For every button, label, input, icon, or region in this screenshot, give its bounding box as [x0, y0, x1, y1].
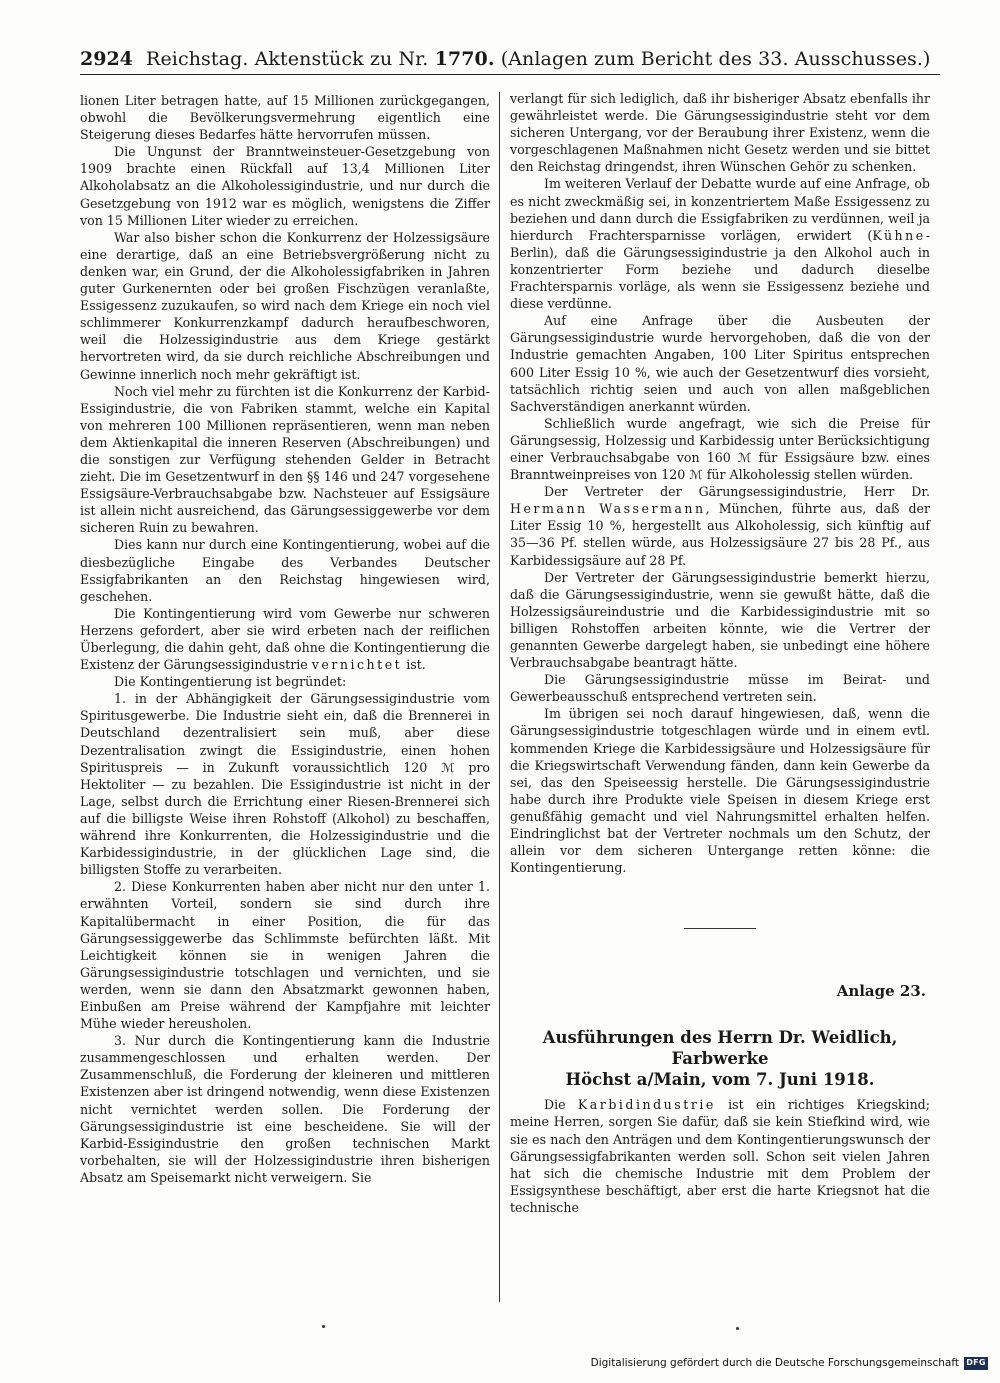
dfg-logo: DFG — [964, 1357, 988, 1370]
running-head-suffix: (Anlagen zum Bericht des 33. Ausschusses.) — [500, 48, 931, 70]
paragraph-text: ist ein richtiges Kriegskind; meine Herren, sorgen Sie dafür, daß sie kein Stiefkind wird, wie sie es nach den Anträgen und dem Kontingentierungswunsch der Gärungsessigfabrikanten werden soll. Schon seit vielen Jahren hat sich die chemische Industrie mit dem Problem der Essigsynthese beschäftigt, aber erst die harte Kriegsnot hat die technische — [510, 1097, 930, 1215]
person-name: Hermann Wassermann — [510, 501, 706, 517]
paragraph — [510, 175, 930, 312]
paragraph-text: , München, führte aus, daß der Liter Essig 10 %, hergestellt aus Alkoholessig, sich künftig auf 35—36 Pf. stellen würde, aus Holzessigsäure 27 bis 28 Pf., aus Karbidessigsäure auf 28 Pf. — [510, 501, 930, 568]
right-column — [510, 90, 930, 1216]
paragraph: Die Kontingentierung ist begründet: — [114, 674, 347, 690]
article-title-line-1: Ausführungen des Herrn Dr. Weidlich, Farbwerke — [542, 1028, 898, 1069]
paragraph: Die Gärungsessigindustrie müsse im Beirat- und Gewerbeausschuß entsprechend vertreten sein. — [510, 672, 930, 705]
left-column — [80, 92, 490, 1186]
person-name: Kühne — [872, 227, 926, 243]
paragraph — [510, 1096, 930, 1216]
article-title-line-2: Höchst a/Main, vom 7. Juni 1918. — [565, 1070, 875, 1090]
paragraph: verlangt für sich lediglich, daß ihr bisheriger Absatz ebenfalls ihr gewährleistet werde. Die Gärungsessigindustrie steht vor dem sicheren Untergang, vor der Beraubung ihrer Existenz, wenn die vorgeschlagenen Maßnahmen nicht Gesetz werden und sie bittet den Reichstag dringendst, ihren Wünschen Gehör zu schenken. — [510, 91, 930, 175]
paragraph: Auf eine Anfrage über die Ausbeuten der Gärungsessigindustrie wurde hervorgehoben, daß die von der Industrie gemachten Angaben, 100 Liter Spiritus entsprechen 600 Liter Essig 10 %, wie auch der Gesetzentwurf dies vorsieht, tatsächlich richtig seien und auch von allen maßgeblichen Sachverständigen anerkannt würden. — [510, 313, 930, 414]
digitization-credit — [591, 1355, 988, 1371]
paragraph-text: Die — [544, 1097, 566, 1113]
list-item: 1. in der Abhängigkeit der Gärungsessigindustrie vom Spiritusgewerbe. Die Industrie sieht ein, daß die Brennerei in Deutschland dezentralisiert sein muß, aber diese Dezentralisation zwingt die Essigindustrie, einen hohen Spirituspreis — in Zukunft voraussichtlich 120 ℳ pro Hektoliter — zu bezahlen. Die Essigindustrie ist nicht in der Lage, selbst durch die Errichtung einer Riesen-Brennerei sich auf die billigste Weise ihren Rohstoff (Alkohol) zu beschaffen, während ihre Konkurrenten, die Holzessigindustrie und die Karbidessigindustrie, in der glücklichen Lage sind, die billigsten Stoffe zu verarbeiten. — [80, 691, 490, 878]
list-item: 2. Diese Konkurrenten haben aber nicht nur den unter 1. erwähnten Vorteil, sondern sie sind durch ihre Kapitalübermacht in einer Position, die für das Gärungsessiggewerbe das Schlimmste befürchten läßt. Mit Leichtigkeit können sie in wenigen Jahren die Gärungsessigindustrie totschlagen und vernichten, und sie werden, wenn sie dann den Absatzmarkt gewonnen haben, Einbußen am Preise während der Kampfjahre mit leichter Mühe wieder hereusholen. — [80, 879, 490, 1032]
emphasized-word: Karbidindustrie — [577, 1097, 716, 1113]
paragraph-text: Der Vertreter der Gärungsessigindustrie, Herr Dr. — [544, 484, 930, 500]
list-item: 3. Nur durch die Kontingentierung kann die Industrie zusammengeschlossen und erhalten werden. Der Zusammenschluß, die Forderung der kleineren und mittleren Existenzen aber ist dringend notwendig, wenn diese Existenzen nicht vernichtet werden sollen. Die Forderung der Gärungsessigindustrie ist eine bescheidene. Sie will der Karbid-Essigindustrie den großen technischen Markt vorbehalten, sie will der Holzessigindustrie ihren bisherigen Absatz am Speisemarkt nicht verweigern. Sie — [80, 1033, 490, 1185]
running-head — [146, 44, 931, 74]
credit-text: Digitalisierung gefördert durch die Deutsche Forschungsgemeinschaft — [590, 1357, 959, 1369]
print-speck — [322, 1325, 325, 1328]
page-header — [80, 44, 940, 74]
paragraph: Der Vertreter der Gärungsessigindustrie bemerkt hierzu, daß die Gärungsessigindustrie, wenn sie gewußt hätte, daß die Holzessigsäureindustrie und die Karbidessigindustrie mit so billigen Rohstoffen arbeiten könnte, wie die Vertrer der genannten Gewerbe dargelegt haben, sie unbedingt eine höhere Verbrauchsabgabe beantragt hätte. — [510, 569, 930, 671]
paragraph — [80, 605, 490, 673]
column-divider — [499, 92, 500, 1302]
paragraph: Schließlich wurde angefragt, wie sich die Preise für Gärungsessig, Holzessig und Karbidessig unter Berücksichtigung einer Verbrauchsabgabe von 160 ℳ für Essigsäure bzw. eines Branntweinpreises von 120 ℳ für Alkoholessig stellen würden. — [510, 415, 930, 483]
running-head-prefix: Reichstag. Aktenstück zu Nr. — [146, 48, 429, 70]
paragraph: lionen Liter betragen hatte, auf 15 Millionen zurückgegangen, obwohl die Bevölkerungsvermehrung eigentlich eine Steigerung dieses Bedarfes hätte hervorrufen müssen. — [80, 93, 490, 143]
paragraph: Die Ungunst der Branntweinsteuer-Gesetzgebung von 1909 brachte einen Rückfall auf 13,4 Millionen Liter Alkoholabsatz an die Alkoholessigindustrie, und nur durch die Gesetzgebung von 1912 war es möglich, wenigstens die Ziffer von 15 Millionen Liter wieder zu erreichen. — [80, 144, 490, 228]
appendix-label: Anlage 23. — [836, 982, 926, 1001]
paragraph-text: ist. — [406, 657, 426, 673]
paragraph — [510, 483, 930, 568]
paragraph: Dies kann nur durch eine Kontingentierung, wobei auf die diesbezügliche Eingabe des Verbandes Deutscher Essigfabrikanten an den Reichstag hingewiesen wird, geschehen. — [80, 537, 490, 604]
emphasized-word: vernichtet — [311, 657, 403, 673]
header-rule — [80, 74, 940, 75]
paragraph: Im übrigen sei noch darauf hingewiesen, daß, wenn die Gärungsessigindustrie totgeschlagen würde und in einem evtl. kommenden Kriege die Karbidessigsäure und Holzessigsäure für die Kriegswirtschaft Verwendung fänden, dann kein Gewerbe da sei, das den Speiseessig herstelle. Die Gärungsessigindustrie habe durch ihre Produkte viele Speisen in diesem Kriege erst genußfähig gemacht und viel Nahrungsmittel erhalten helfen. Eindringlichst bat der Vertreter nochmals um den Schutz, der allein vor dem sicheren Untergange retten könne: die Kontingentierung. — [510, 706, 930, 876]
paragraph-text: Die Kontingentierung wird vom Gewerbe nur schweren Herzens gefordert, aber sie wird erbeten nach der reiflichen Überlegung, die dahin geht, daß ohne die Kontingentierung die Existenz der Gärungsessigindustrie — [80, 605, 490, 673]
page-number: 2924 — [80, 48, 133, 70]
paragraph: War also bisher schon die Konkurrenz der Holzessigsäure eine derartige, daß an eine Betriebsvergrößerung nicht zu denken war, ein Grund, der die Alkoholessigfabriken in Jahren guter Gurkenernten oder bei großen Fischzügen veranlaßte, Essigessenz zuzukaufen, so wird nach dem Kriege ein noch viel schlimmerer Konkurrenzkampf dadurch heraufbeschworen, weil die Holzessigindustrie aus dem Kriege gestärkt hervortreten wird, da sie durch reichliche Abschreibungen und Gewinne innerlich noch mehr gekräftigt ist. — [80, 229, 490, 382]
print-speck — [736, 1327, 739, 1330]
paragraph: Noch viel mehr zu fürchten ist die Konkurrenz der Karbid-Essigindustrie, die von Fabriken stammt, welche ein Kapital von mehreren 100 Millionen repräsentieren, wenn man neben dem Aktienkapital die inneren Reserven (Abschreibungen) und die sonstigen zur Verfügung stehenden Gelder in Betracht zieht. Die im Gesetzentwurf in den §§ 146 und 247 vorgesehene Essigsäure-Verbrauchsabgabe bzw. Nachsteuer auf Essigsäure ist allein nicht ausreichend, das Gärungsessiggewerbe vor dem sicheren Ruin zu bewahren. — [80, 383, 490, 536]
paragraph-text: -Berlin), daß die Gärungsessigindustrie ja den Alkohol auch in konzentrierter Form beziehe und dadurch dieselbe Frachtersparnis vorläge, als wenn sie Essigessenz beziehe und diese verdünne. — [510, 227, 930, 312]
paragraph-text: Im weiteren Verlauf der Debatte wurde auf eine Anfrage, ob es nicht zweckmäßig sei, in konzentriertem Maße Essigessenz zu beziehen und dann durch die Essigfabriken zu verdünnen, weil ja hierdurch Frachtersparnisse vorlägen, erwidert ( — [510, 176, 930, 243]
running-head-number: 1770. — [434, 48, 495, 70]
